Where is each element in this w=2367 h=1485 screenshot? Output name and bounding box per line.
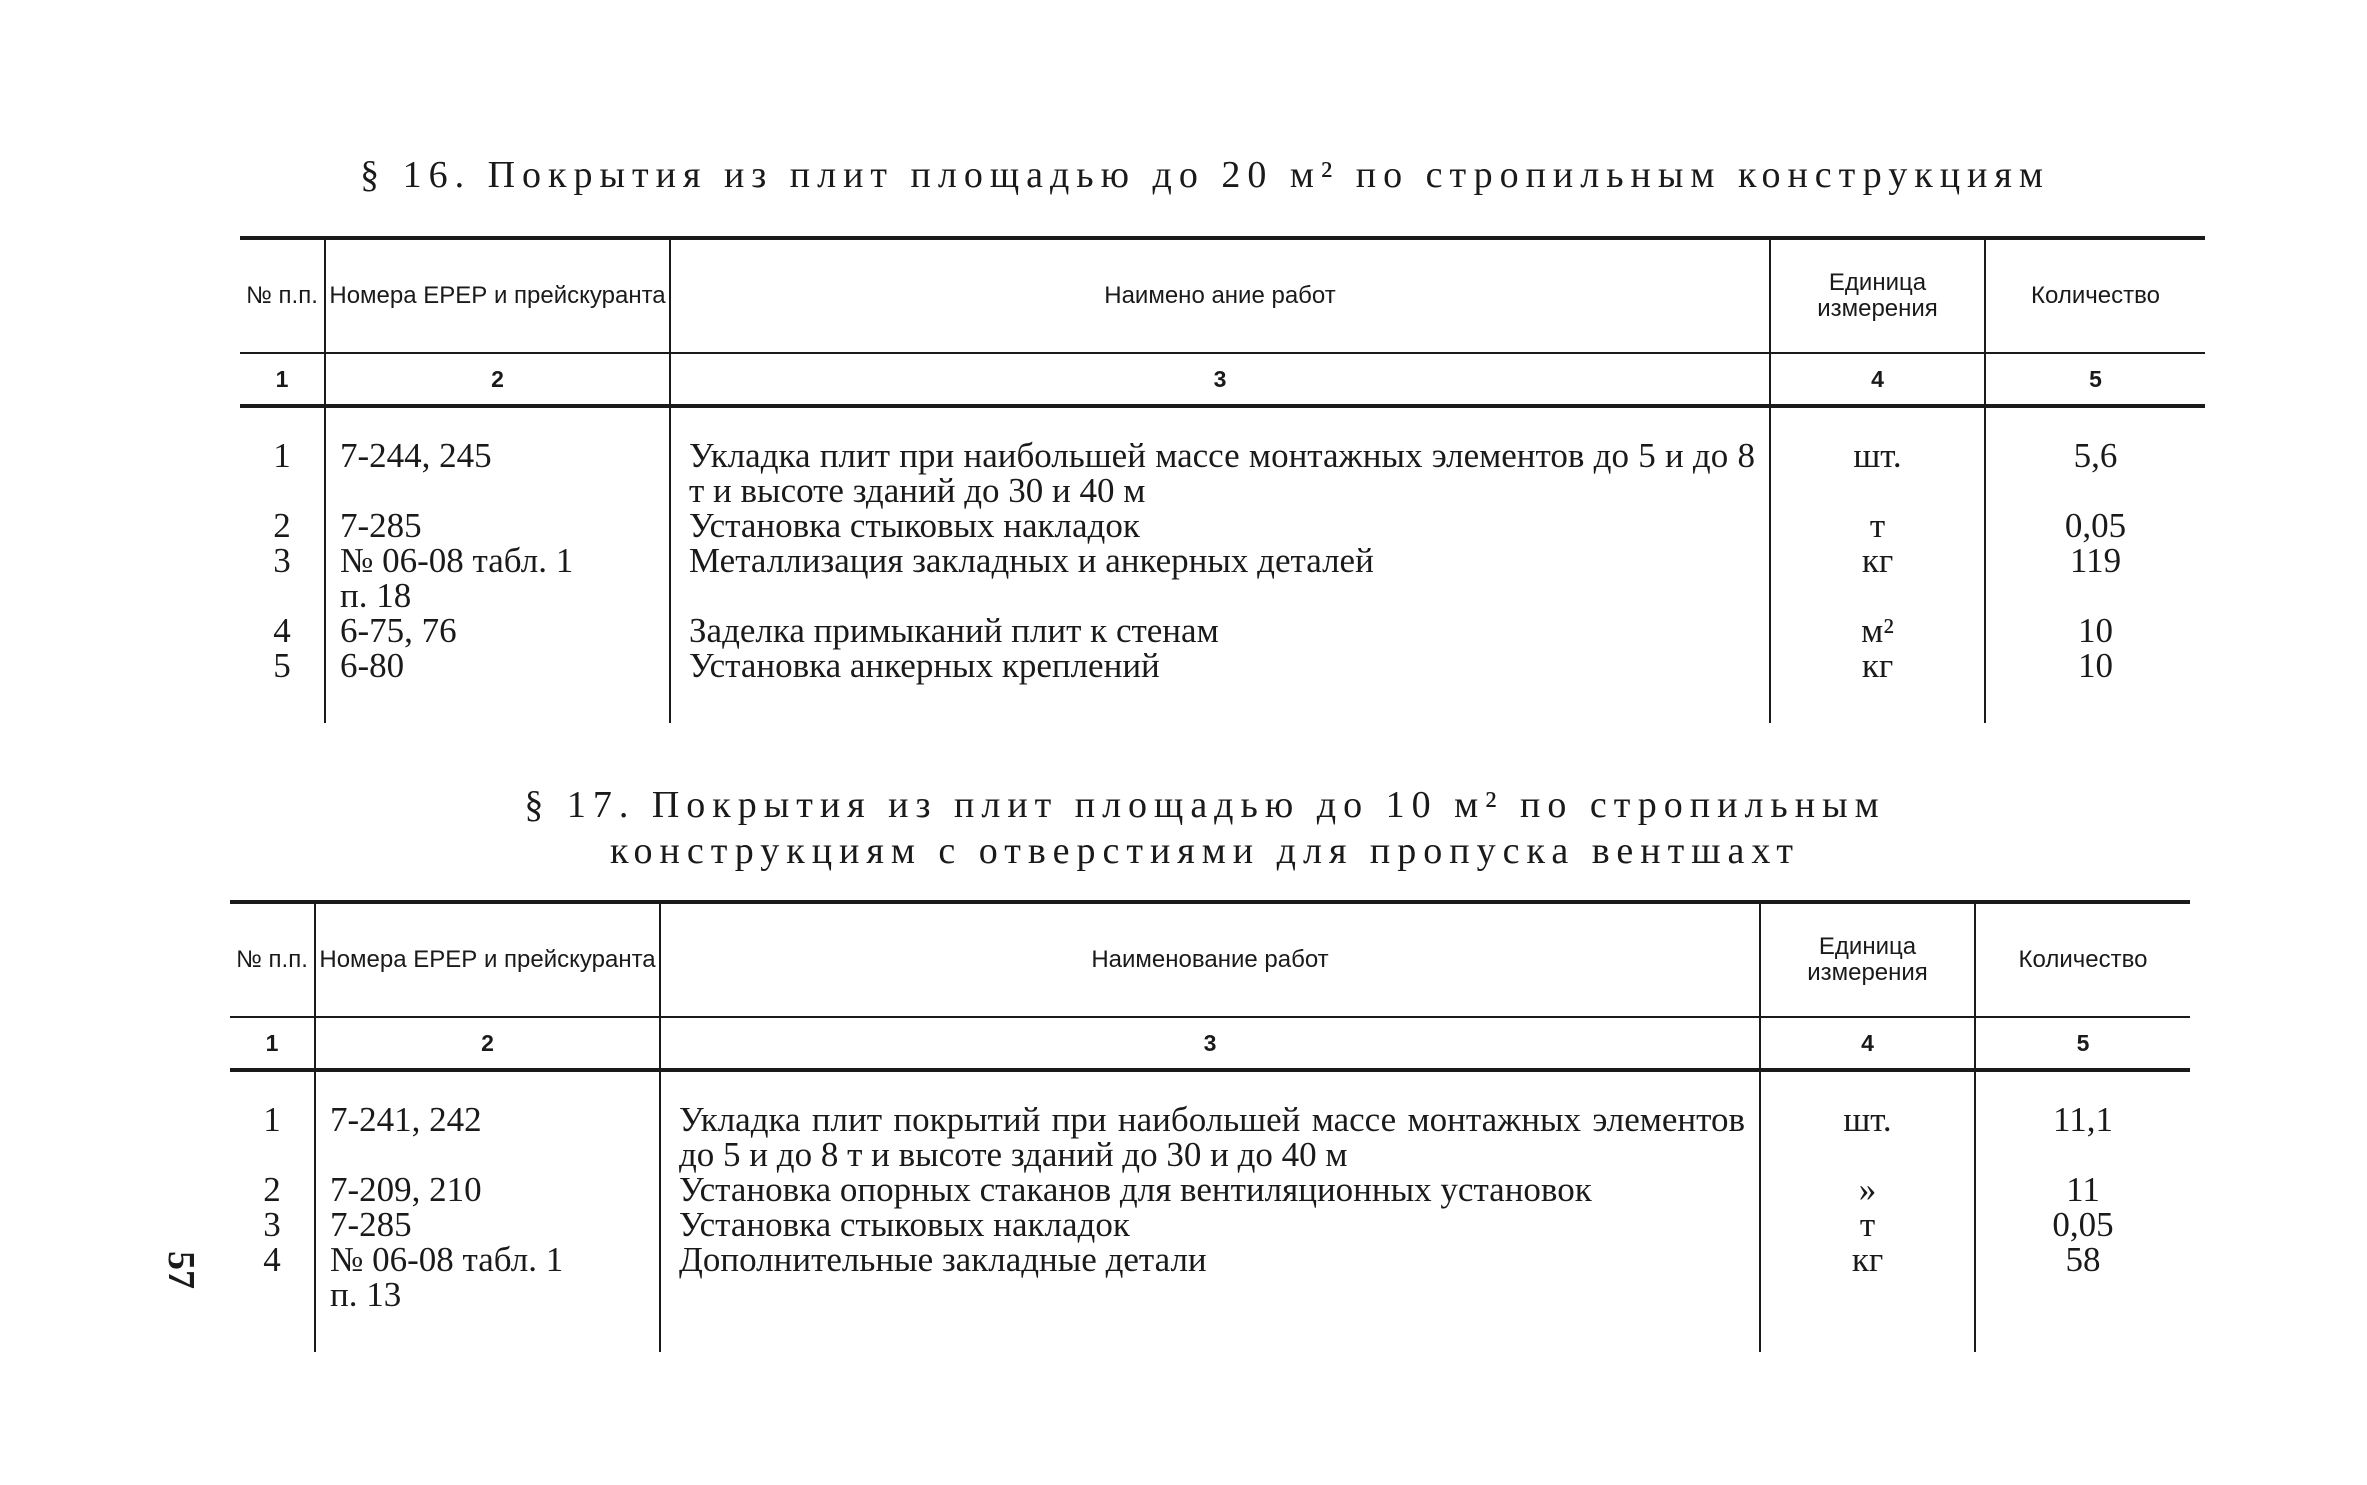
row-number: 1 xyxy=(273,436,291,475)
column-number: 2 xyxy=(315,1017,660,1070)
row-unit: » xyxy=(1760,1172,1975,1207)
row-unit: т xyxy=(1760,1207,1975,1242)
row-ref-sub: п. 18 xyxy=(340,576,412,615)
header-no: № п.п. xyxy=(240,238,325,353)
row-ref xyxy=(325,543,670,613)
table-row xyxy=(230,1172,2190,1207)
column-number: 5 xyxy=(1985,353,2205,406)
row-number: 2 xyxy=(263,1170,281,1209)
section-17-title xyxy=(230,782,2180,874)
section-16-title xyxy=(230,152,2180,198)
column-number: 1 xyxy=(230,1017,315,1070)
table-row xyxy=(240,543,2205,613)
table-row xyxy=(230,1207,2190,1242)
row-qty: 10 xyxy=(1985,613,2205,648)
column-number: 3 xyxy=(660,1017,1760,1070)
table-row xyxy=(230,1102,2190,1172)
row-number: 1 xyxy=(263,1100,281,1139)
column-number: 4 xyxy=(1760,1017,1975,1070)
table-row xyxy=(240,613,2205,648)
column-number: 5 xyxy=(1975,1017,2190,1070)
row-ref xyxy=(315,1172,660,1207)
header-ref: Номера ЕРЕР и прейскуранта xyxy=(325,238,670,353)
row-name: Установка стыковых накладок xyxy=(660,1207,1760,1242)
row-qty: 0,05 xyxy=(1985,508,2205,543)
column-number: 3 xyxy=(670,353,1770,406)
header-qty: Количество xyxy=(1975,902,2190,1017)
table-header-row xyxy=(230,902,2190,1017)
row-ref-main: 7-244, 245 xyxy=(340,436,492,475)
row-ref-main: № 06-08 табл. 1 xyxy=(330,1240,564,1279)
row-name: Установка стыковых накладок xyxy=(670,508,1770,543)
row-name: Укладка плит при наибольшей массе монтажных элементов до 5 и до 8 т и высоте зданий до 30 и 40 м xyxy=(670,438,1770,508)
column-number-row xyxy=(240,353,2205,406)
row-unit: кг xyxy=(1770,648,1985,683)
row-number: 2 xyxy=(273,506,291,545)
row-qty: 58 xyxy=(1975,1242,2190,1312)
section-17-title-line-2: конструкциям с отверстиями для пропуска вентшахт xyxy=(609,830,1801,872)
table-row xyxy=(240,438,2205,508)
row-qty: 11,1 xyxy=(1975,1102,2190,1172)
row-unit: кг xyxy=(1760,1242,1975,1312)
row-ref xyxy=(315,1207,660,1242)
row-number: 4 xyxy=(263,1240,281,1279)
row-ref-main: № 06-08 табл. 1 xyxy=(340,541,574,580)
row-unit: кг xyxy=(1770,543,1985,613)
column-number: 4 xyxy=(1770,353,1985,406)
row-ref-main: 7-285 xyxy=(340,506,422,545)
header-unit: Единица измерения xyxy=(1760,902,1975,1017)
section-17-table xyxy=(230,900,2190,1352)
row-name: Дополнительные закладные детали xyxy=(660,1242,1760,1312)
row-ref xyxy=(315,1102,660,1172)
row-ref-main: 7-285 xyxy=(330,1205,412,1244)
table-header-row xyxy=(240,238,2205,353)
row-name: Установка анкерных креплений xyxy=(670,648,1770,683)
row-ref xyxy=(325,648,670,683)
section-16-table xyxy=(240,236,2205,723)
row-unit: шт. xyxy=(1760,1102,1975,1172)
header-name: Наимено ание работ xyxy=(670,238,1770,353)
row-qty: 11 xyxy=(1975,1172,2190,1207)
row-ref xyxy=(325,613,670,648)
row-unit: шт. xyxy=(1770,438,1985,508)
section-16-title-text: § 16. Покрытия из плит площадью до 20 м² по стропильным конструкциям xyxy=(360,154,2050,196)
table-row xyxy=(240,508,2205,543)
header-qty: Количество xyxy=(1985,238,2205,353)
row-qty: 119 xyxy=(1985,543,2205,613)
row-name: Металлизация закладных и анкерных деталей xyxy=(670,543,1770,613)
section-17-title-line-1: § 17. Покрытия из плит площадью до 10 м² по стропильным xyxy=(524,784,1886,826)
row-unit: м² xyxy=(1770,613,1985,648)
row-number: 5 xyxy=(273,646,291,685)
column-number: 1 xyxy=(240,353,325,406)
column-number-row xyxy=(230,1017,2190,1070)
row-name: Укладка плит покрытий при наибольшей массе монтажных элементов до 5 и до 8 т и высоте зданий до 30 и до 40 м xyxy=(660,1102,1760,1172)
header-ref: Номера ЕРЕР и прейскуранта xyxy=(315,902,660,1017)
header-name: Наименование работ xyxy=(660,902,1760,1017)
row-ref-main: 7-241, 242 xyxy=(330,1100,482,1139)
row-number: 3 xyxy=(273,541,291,580)
row-number: 4 xyxy=(273,611,291,650)
row-qty: 10 xyxy=(1985,648,2205,683)
header-no: № п.п. xyxy=(230,902,315,1017)
row-ref-main: 7-209, 210 xyxy=(330,1170,482,1209)
row-ref-main: 6-80 xyxy=(340,646,405,685)
row-ref-main: 6-75, 76 xyxy=(340,611,457,650)
row-ref xyxy=(325,438,670,508)
row-unit: т xyxy=(1770,508,1985,543)
row-qty: 5,6 xyxy=(1985,438,2205,508)
row-ref-sub: п. 13 xyxy=(330,1275,402,1314)
table-row xyxy=(230,1242,2190,1312)
row-ref xyxy=(315,1242,660,1312)
page-number: 57 xyxy=(160,1251,202,1289)
row-name: Заделка примыканий плит к стенам xyxy=(670,613,1770,648)
row-name: Установка опорных стаканов для вентиляционных установок xyxy=(660,1172,1760,1207)
row-qty: 0,05 xyxy=(1975,1207,2190,1242)
header-unit: Единица измерения xyxy=(1770,238,1985,353)
column-number: 2 xyxy=(325,353,670,406)
table-row xyxy=(240,648,2205,683)
row-number: 3 xyxy=(263,1205,281,1244)
row-ref xyxy=(325,508,670,543)
